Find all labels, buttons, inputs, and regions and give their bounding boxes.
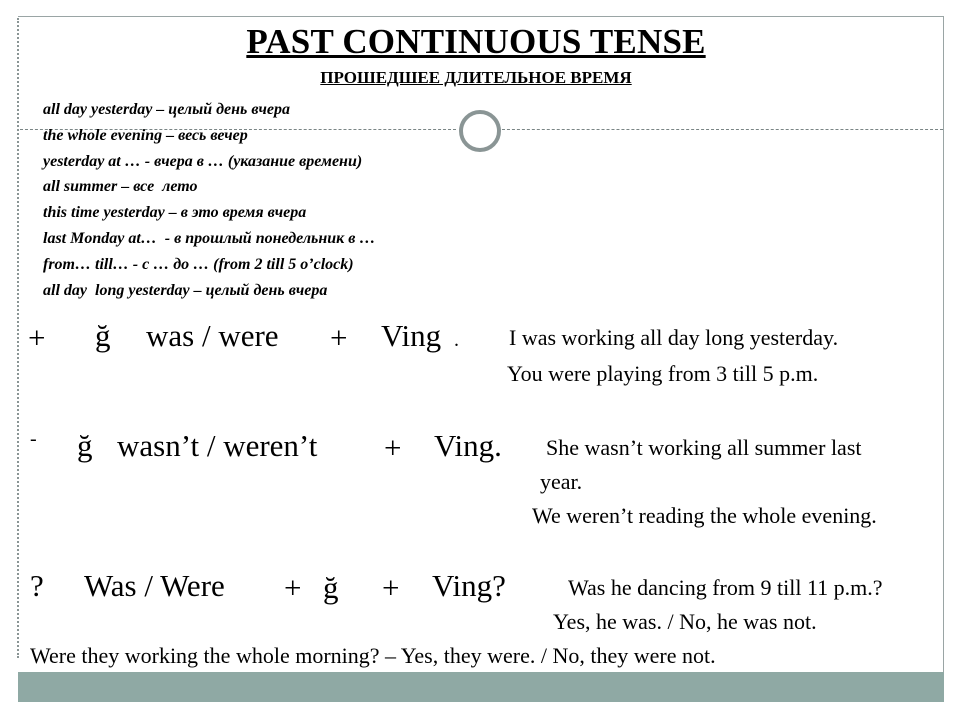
affirmative-auxiliary: was / were [146, 318, 279, 353]
negative-example: We weren’t reading the whole evening. [532, 503, 877, 528]
page-subtitle: ПРОШЕДШЕЕ ДЛИТЕЛЬНОЕ ВРЕМЯ [320, 68, 632, 87]
question-plus: + [284, 570, 302, 605]
time-expressions-list [43, 97, 375, 303]
affirmative-verb: Ving [381, 318, 442, 353]
affirmative-example: I was working all day long yesterday. [509, 325, 839, 350]
negative-example: She wasn’t working all summer last [546, 435, 862, 460]
affirmative-sign: + [28, 320, 46, 355]
top-frame-line [18, 16, 944, 17]
page-title: PAST CONTINUOUS TENSE [246, 22, 706, 61]
time-expression: yesterday at … - вчера в … (указание времени) [43, 152, 363, 170]
ornament-dashed-line-right [497, 129, 943, 130]
question-example: Was he dancing from 9 till 11 p.m.? [568, 575, 883, 600]
question-footer-example: Were they working the whole morning? – Yes, they were. / No, they were not. [30, 643, 716, 668]
time-expression: from… till… - с … до … (from 2 till 5 o’clock) [43, 255, 354, 273]
negative-sign: - [30, 428, 37, 450]
question-sign: ? [30, 568, 44, 603]
time-expression: all day long yesterday – целый день вчера [43, 281, 328, 299]
question-example: Yes, he was. / No, he was not. [553, 609, 817, 634]
bottom-decorative-bar [18, 672, 944, 702]
affirmative-example: You were playing from 3 till 5 p.m. [507, 361, 819, 386]
question-auxiliary: Was / Were [84, 568, 225, 603]
affirmative-plus: + [330, 320, 348, 355]
left-dotted-border [17, 18, 19, 658]
right-frame-line [943, 16, 944, 672]
question-plus: + [382, 570, 400, 605]
question-verb: Ving? [432, 568, 506, 603]
time-expression: the whole evening – весь вечер [43, 126, 248, 144]
negative-verb: Ving. [434, 428, 502, 463]
affirmative-subject-symbol: ğ [95, 318, 111, 353]
circle-ornament-icon [459, 110, 501, 152]
negative-plus: + [384, 430, 402, 465]
affirmative-verb-dot: . [454, 329, 459, 351]
time-expression: this time yesterday – в это время вчера [43, 204, 307, 222]
time-expression: all summer – все лето [43, 178, 198, 196]
negative-subject-symbol: ğ [77, 428, 93, 463]
time-expression: last Monday at… - в прошлый понедельник в … [43, 229, 376, 247]
question-subject-symbol: ğ [323, 570, 339, 605]
time-expression: all day yesterday – целый день вчера [43, 101, 290, 118]
negative-example: year. [540, 469, 583, 494]
negative-auxiliary: wasn’t / weren’t [117, 428, 318, 463]
